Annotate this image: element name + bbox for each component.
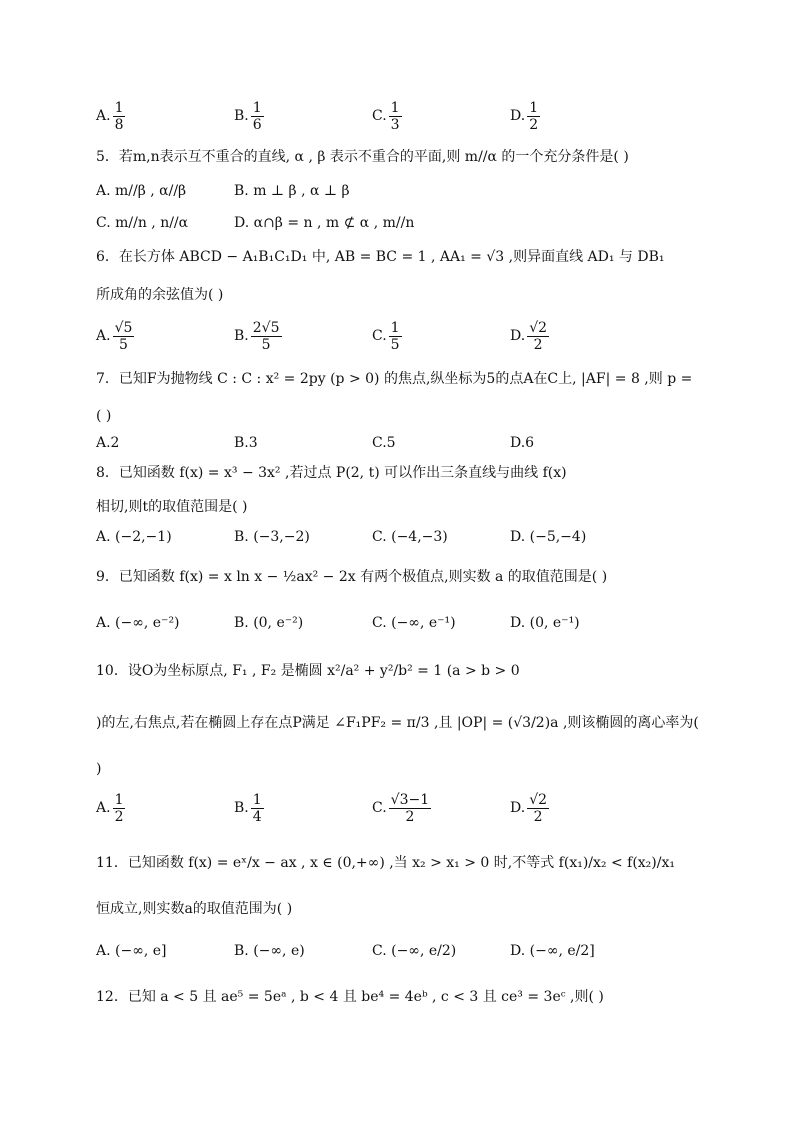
option-label: C. xyxy=(372,328,387,344)
q10-option-b[interactable] xyxy=(234,788,266,828)
q11-option-a[interactable]: A. (−∞, e] xyxy=(96,943,167,959)
q10-stem-line1: 10．设O为坐标原点, F₁ , F₂ 是椭圆 x²/a² + y²/b² = 1 (a > b > 0 xyxy=(96,663,520,679)
q4-option-c[interactable] xyxy=(372,96,404,136)
q5-option-b[interactable]: B. m ⊥ β , α ⊥ β xyxy=(234,183,350,199)
fraction: $\frac{2√5}{5}$ xyxy=(252,319,280,353)
q7-stem-line1: 7．已知F为抛物线 C : C : x² = 2py (p > 0) 的焦点,纵坐标为5的点A在C上, |AF| = 8 ,则 p = xyxy=(96,371,693,387)
fraction: $\frac{√3-1}{2}$ xyxy=(390,791,430,825)
q6-option-a[interactable] xyxy=(96,316,136,356)
fraction: $\frac{1}{4}$ xyxy=(252,791,262,825)
q8-stem-line2: 相切,则t的取值范围是( ) xyxy=(96,499,248,515)
q7-option-c[interactable]: C.5 xyxy=(372,435,396,451)
fraction: $\frac{1}{2}$ xyxy=(114,791,124,825)
option-label: B. xyxy=(234,108,249,124)
q7-option-d[interactable]: D.6 xyxy=(510,435,535,451)
q6-stem-line2: 所成角的余弦值为( ) xyxy=(96,287,224,303)
q10-option-a[interactable] xyxy=(96,788,127,828)
option-label: D. xyxy=(510,108,526,124)
q10-stem-line2: )的左,右焦点,若在椭圆上存在点P满足 ∠F₁PF₂ = π/3 ,且 |OP| = (√3/2)a ,则该椭圆的离心率为( xyxy=(96,715,699,731)
fraction: $\frac{√5}{5}$ xyxy=(114,319,133,353)
fraction: $\frac{1}{2}$ xyxy=(529,99,539,133)
q5-option-d[interactable]: D. α∩β = n , m ⊄ α , m//n xyxy=(234,215,415,231)
q12-stem: 12．已知 a < 5 且 ae⁵ = 5eᵃ , b < 4 且 be⁴ = 4eᵇ , c < 3 且 ce³ = 3eᶜ ,则( ) xyxy=(96,989,604,1005)
q9-stem: 9．已知函数 f(x) = x ln x − ½ax² − 2x 有两个极值点,则实数 a 的取值范围是( ) xyxy=(96,569,608,585)
q7-option-a[interactable]: A.2 xyxy=(96,435,120,451)
q7-stem-line2: ( ) xyxy=(96,408,112,424)
q6-option-c[interactable] xyxy=(372,316,404,356)
option-label: C. xyxy=(372,800,387,816)
fraction: $\frac{√2}{2}$ xyxy=(529,791,548,825)
q4-option-d[interactable] xyxy=(510,96,542,136)
q10-option-d[interactable] xyxy=(510,788,551,828)
q7-option-b[interactable]: B.3 xyxy=(234,435,258,451)
option-label: D. xyxy=(510,328,526,344)
q8-option-a[interactable]: A. (−2,−1) xyxy=(96,529,172,545)
fraction: $\frac{1}{6}$ xyxy=(252,99,262,133)
option-label: A. xyxy=(96,800,111,816)
q4-option-b[interactable] xyxy=(234,96,266,136)
option-label: A. xyxy=(96,108,111,124)
q6-option-d[interactable] xyxy=(510,316,551,356)
q11-option-b[interactable]: B. (−∞, e) xyxy=(234,943,305,959)
option-label: C. xyxy=(372,108,387,124)
q9-option-a[interactable]: A. (−∞, e⁻²) xyxy=(96,615,180,631)
fraction: $\frac{1}{3}$ xyxy=(390,99,400,133)
option-label: B. xyxy=(234,800,249,816)
q9-option-c[interactable]: C. (−∞, e⁻¹) xyxy=(372,615,456,631)
q6-stem-line1: 6．在长方体 ABCD − A₁B₁C₁D₁ 中, AB = BC = 1 , AA₁ = √3 ,则异面直线 AD₁ 与 DB₁ xyxy=(96,249,665,265)
fraction: $\frac{1}{8}$ xyxy=(114,99,124,133)
q8-option-b[interactable]: B. (−3,−2) xyxy=(234,529,310,545)
option-label: B. xyxy=(234,328,249,344)
q8-option-d[interactable]: D. (−5,−4) xyxy=(510,529,587,545)
q9-option-b[interactable]: B. (0, e⁻²) xyxy=(234,615,304,631)
q11-stem-line2: 恒成立,则实数a的取值范围为( ) xyxy=(96,901,293,917)
q11-option-c[interactable]: C. (−∞, e/2) xyxy=(372,943,457,959)
q10-stem-line3: ) xyxy=(96,761,102,777)
q4-option-a[interactable] xyxy=(96,96,127,136)
option-label: A. xyxy=(96,328,111,344)
fraction: $\frac{√2}{2}$ xyxy=(529,319,548,353)
q11-option-d[interactable]: D. (−∞, e/2] xyxy=(510,943,595,959)
q6-option-b[interactable] xyxy=(234,316,284,356)
fraction: $\frac{1}{5}$ xyxy=(390,319,400,353)
q11-stem-line1: 11．已知函数 f(x) = eˣ/x − ax , x ∈ (0,+∞) ,当 x₂ > x₁ > 0 时,不等式 f(x₁)/x₂ < f(x₂)/x₁ xyxy=(96,855,675,871)
q8-option-c[interactable]: C. (−4,−3) xyxy=(372,529,448,545)
q5-option-c[interactable]: C. m//n , n//α xyxy=(96,215,189,231)
q8-stem-line1: 8．已知函数 f(x) = x³ − 3x² ,若过点 P(2, t) 可以作出三条直线与曲线 f(x) xyxy=(96,465,567,481)
q10-option-c[interactable] xyxy=(372,788,433,828)
option-label: D. xyxy=(510,800,526,816)
q5-option-a[interactable]: A. m//β , α//β xyxy=(96,183,187,199)
q9-option-d[interactable]: D. (0, e⁻¹) xyxy=(510,615,580,631)
q5-stem: 5．若m,n表示互不重合的直线, α , β 表示不重合的平面,则 m//α 的一个充分条件是( ) xyxy=(96,149,629,165)
